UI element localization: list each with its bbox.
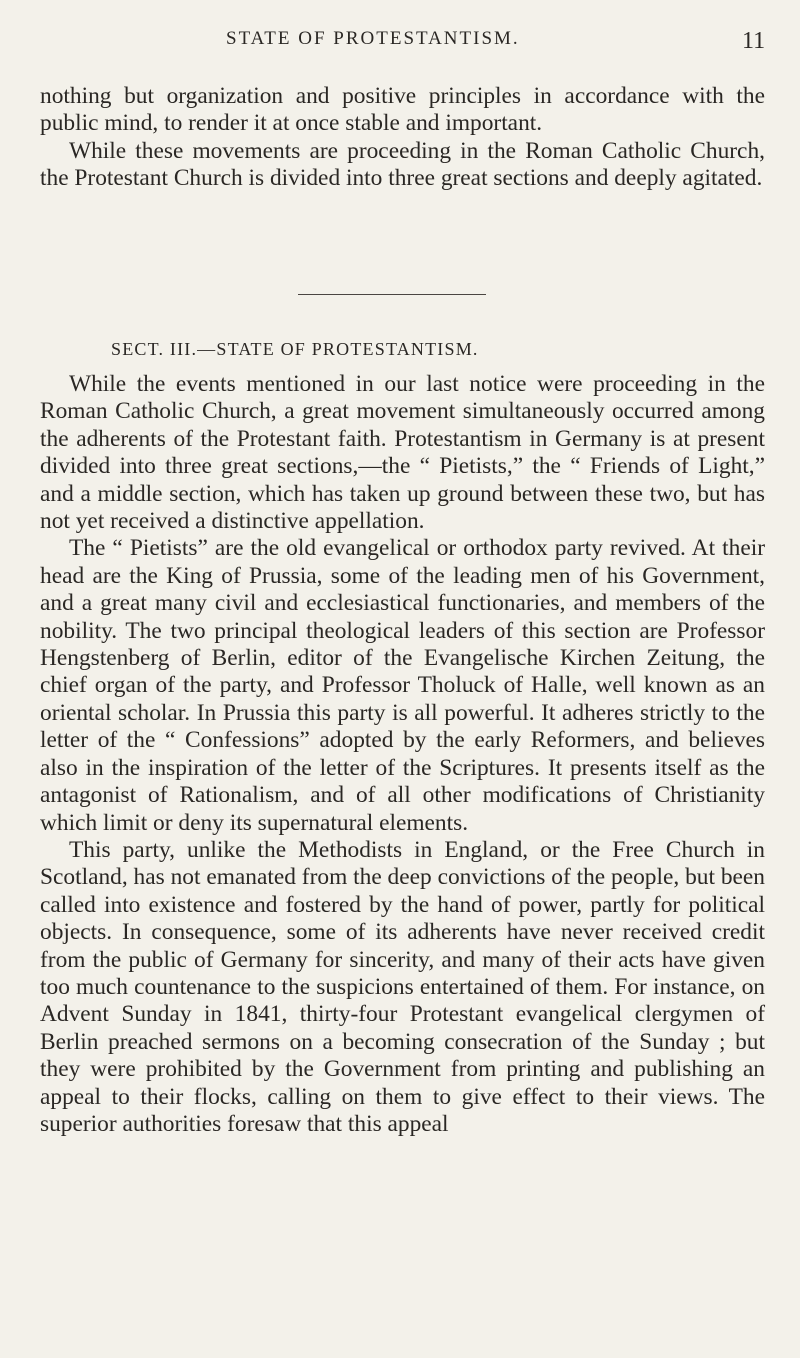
paragraph: This party, unlike the Methodists in England, or the Free Church in Scotland, has not emanated from the deep convictions of the people, but been called into existence and fostered by the hand of power, partly for political objects. In consequence, some of its adherents have never received credit from the public of Germany for sincerity, and many of their acts have given too much countenance to the suspicions entertained of them. For instance, on Advent Sunday in 1841, thirty-four Protestant evangelical clergymen of Berlin preached sermons on a becoming consecration of the Sunday ; but they were prohibited by the Government from printing and publishing an appeal to their flocks, calling on them to give effect to their views. The superior authorities foresaw that this appeal xyxy=(40,836,765,1137)
paragraph: nothing but organization and positive principles in accordance with the public mind, to render it at once stable and important. xyxy=(40,83,765,137)
section-divider xyxy=(298,294,486,295)
paragraph: While the events mentioned in our last notice were proceeding in the Roman Catholic Church, a great movement simultaneously occurred among the adherents of the Protestant faith. Protestantism in Germany is at present divided into three great sections,—the “ Pietists,” the “ Friends of Light,” and a middle section, which has taken up ground between these two, but has not yet received a distinctive appellation. xyxy=(40,371,765,535)
running-title: STATE OF PROTESTANTISM. xyxy=(226,28,520,49)
paragraph: While these movements are proceeding in the Roman Catholic Church, the Protestant Church is divided into three great sections and deeply agitated. xyxy=(40,137,765,192)
paragraph: The “ Pietists” are the old evangelical or orthodox party revived. At their head are the King of Prussia, some of the leading men of his Government, and a great many civil and ecclesiastical functionaries, and members of the nobility. The two principal theological leaders of this section are Professor Hengstenberg of Berlin, editor of the Evangelische Kirchen Zeitung, the chief organ of the party, and Professor Tholuck of Halle, well known as an oriental scholar. In Prussia this party is all powerful. It adheres strictly to the letter of the “ Confessions” adopted by the early Reformers, and believes also in the inspiration of the letter of the Scriptures. It presents itself as the antagonist of Rationalism, and of all other modifications of Christianity which limit or deny its supernatural elements. xyxy=(40,535,765,836)
opening-text xyxy=(40,83,765,193)
section-heading: SECT. III.—STATE OF PROTESTANTISM. xyxy=(111,339,479,359)
page-number: 11 xyxy=(742,28,766,54)
section-body xyxy=(40,371,765,1138)
